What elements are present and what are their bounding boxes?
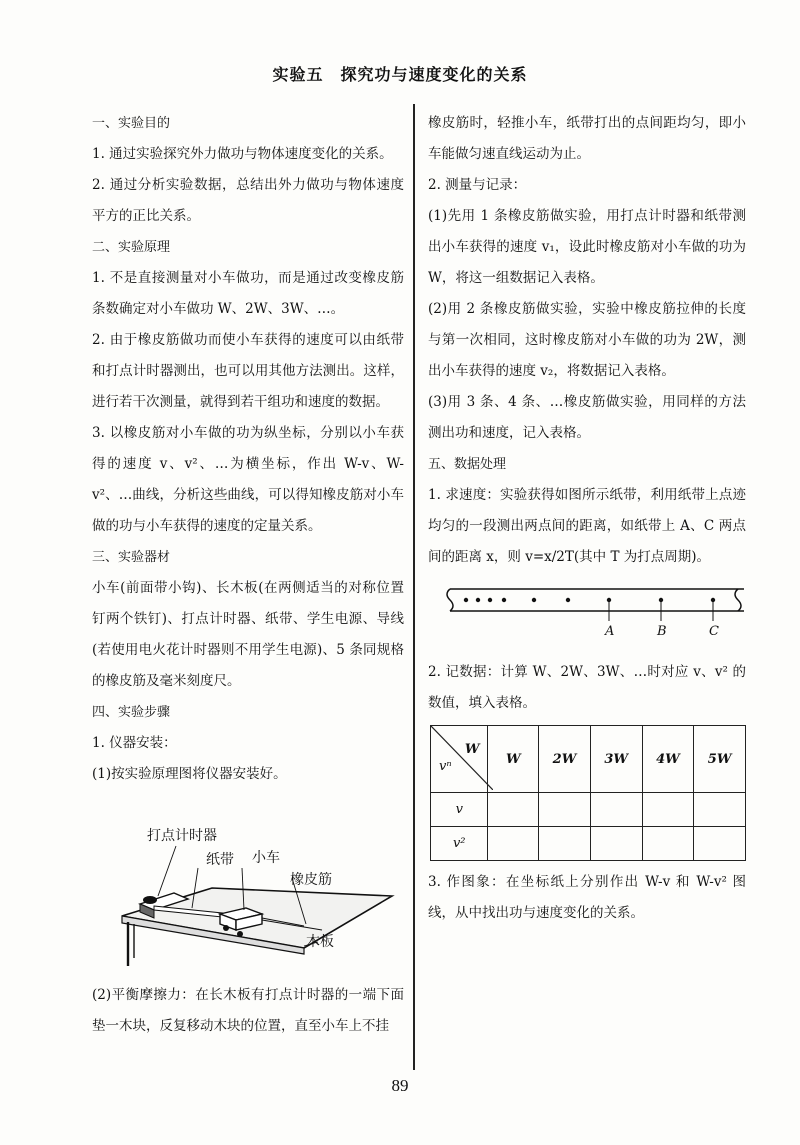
paragraph: 1. 通过实验探究外力做功与物体速度变化的关系。 — [92, 146, 393, 162]
table-cell — [642, 827, 694, 861]
left-column — [92, 108, 404, 1042]
section-heading-steps: 四、实验步骤 — [92, 705, 171, 720]
apparatus-drawing — [92, 796, 404, 976]
table-cell — [488, 827, 539, 861]
table-row-label: v² — [431, 827, 488, 861]
label-timer: 打点计时器 — [147, 828, 217, 844]
table-cell — [539, 827, 591, 861]
paragraph: 2. 测量与记录： — [428, 177, 527, 193]
tape-point-b: B — [657, 624, 667, 639]
label-tape: 纸带 — [206, 852, 234, 868]
paragraph: 3. 以橡皮筋对小车做的功为纵坐标，分别以小车获得的速度 v、v²、…为横坐标，作出 W-v、W-v²、…曲线，分析这些曲线，可以得知橡皮筋对小车做的功与小车获得的速度的定量关系。 — [92, 425, 404, 534]
paragraph: 2. 记数据：计算 W、2W、3W、…时对应 v、v² 的数值，填入表格。 — [428, 664, 746, 711]
paragraph: (3)用 3 条、4 条、…橡皮筋做实验，用同样的方法测出功和速度，记入表格。 — [428, 394, 746, 441]
paper-tape-drawing — [428, 577, 746, 647]
paragraph: (1)先用 1 条橡皮筋做实验，用打点计时器和纸带测出小车获得的速度 v₁，设此时橡皮筋对小车做的功为 W，将这一组数据记入表格。 — [428, 208, 746, 286]
paragraph: 1. 不是直接测量对小车做功，而是通过改变橡皮筋条数确定对小车做功 W、2W、3W、…。 — [92, 270, 404, 317]
right-column — [428, 108, 746, 929]
label-board: 木板 — [306, 934, 334, 950]
corner-label-v: vⁿ — [439, 759, 452, 774]
tape-point-c: C — [709, 624, 719, 639]
paragraph: 橡皮筋时，轻推小车，纸带打出的点间距均匀，即小车能做匀速直线运动为止。 — [428, 115, 746, 162]
table-row — [431, 793, 746, 827]
section-heading-principle: 二、实验原理 — [92, 240, 171, 255]
table-header-row — [431, 726, 746, 793]
table-corner-cell — [431, 726, 488, 793]
label-rubber-band: 橡皮筋 — [290, 872, 332, 888]
paragraph: (1)按实验原理图将仪器安装好。 — [92, 766, 287, 782]
section-heading-equipment: 三、实验器材 — [92, 550, 171, 565]
table-header-cell: 4W — [642, 726, 694, 793]
paragraph: 3. 作图象：在坐标纸上分别作出 W-v 和 W-v² 图线，从中找出功与速度变化的关系。 — [428, 874, 746, 921]
apparatus-figure — [92, 796, 404, 976]
section-heading-data: 五、数据处理 — [428, 457, 507, 472]
paragraph: 2. 通过分析实验数据，总结出外力做功与物体速度平方的正比关系。 — [92, 177, 404, 224]
table-cell — [488, 793, 539, 827]
table-cell — [590, 827, 642, 861]
table-cell — [590, 793, 642, 827]
table-header-cell: 3W — [590, 726, 642, 793]
table-cell — [694, 793, 746, 827]
paragraph: 2. 由于橡皮筋做功而使小车获得的速度可以由纸带和打点计时器测出，也可以用其他方法测出。这样，进行若干次测量，就得到若干组功和速度的数据。 — [92, 332, 404, 410]
paragraph: 1. 求速度：实验获得如图所示纸带，利用纸带上点迹均匀的一段测出两点间的距离，如纸带上 A、C 两点间的距离 x，则 v=x/2T(其中 T 为打点周期)。 — [428, 487, 746, 565]
paragraph: 1. 仪器安装： — [92, 735, 177, 751]
corner-label-w: W — [464, 742, 480, 757]
table-header-cell: 5W — [694, 726, 746, 793]
table-cell — [539, 793, 591, 827]
table-row — [431, 827, 746, 861]
paragraph: 小车(前面带小钩)、长木板(在两侧适当的对称位置钉两个铁钉)、打点计时器、纸带、学生电源、导线(若使用电火花计时器则不用学生电源)、5 条同规格的橡皮筋及毫米刻度尺。 — [92, 580, 404, 689]
section-heading-purpose: 一、实验目的 — [92, 116, 171, 131]
table-row-label: v — [431, 793, 488, 827]
page-number: 89 — [391, 1076, 409, 1095]
table-header-cell: W — [488, 726, 539, 793]
data-table — [430, 725, 746, 861]
tape-point-a: A — [605, 624, 615, 639]
table-cell — [694, 827, 746, 861]
label-cart: 小车 — [252, 850, 280, 866]
paragraph: (2)平衡摩擦力：在长木板有打点计时器的一端下面垫一木块，反复移动木块的位置，直至小车上不挂 — [92, 987, 404, 1034]
paragraph: (2)用 2 条橡皮筋做实验，实验中橡皮筋拉伸的长度与第一次相同，这时橡皮筋对小车做的功为 2W，测出小车获得的速度 v₂，将数据记入表格。 — [428, 301, 746, 379]
paper-tape-figure — [428, 577, 746, 647]
column-divider — [413, 104, 415, 1070]
table-header-cell: 2W — [539, 726, 591, 793]
table-cell — [642, 793, 694, 827]
page-title: 实验五 探究功与速度变化的关系 — [272, 65, 528, 84]
